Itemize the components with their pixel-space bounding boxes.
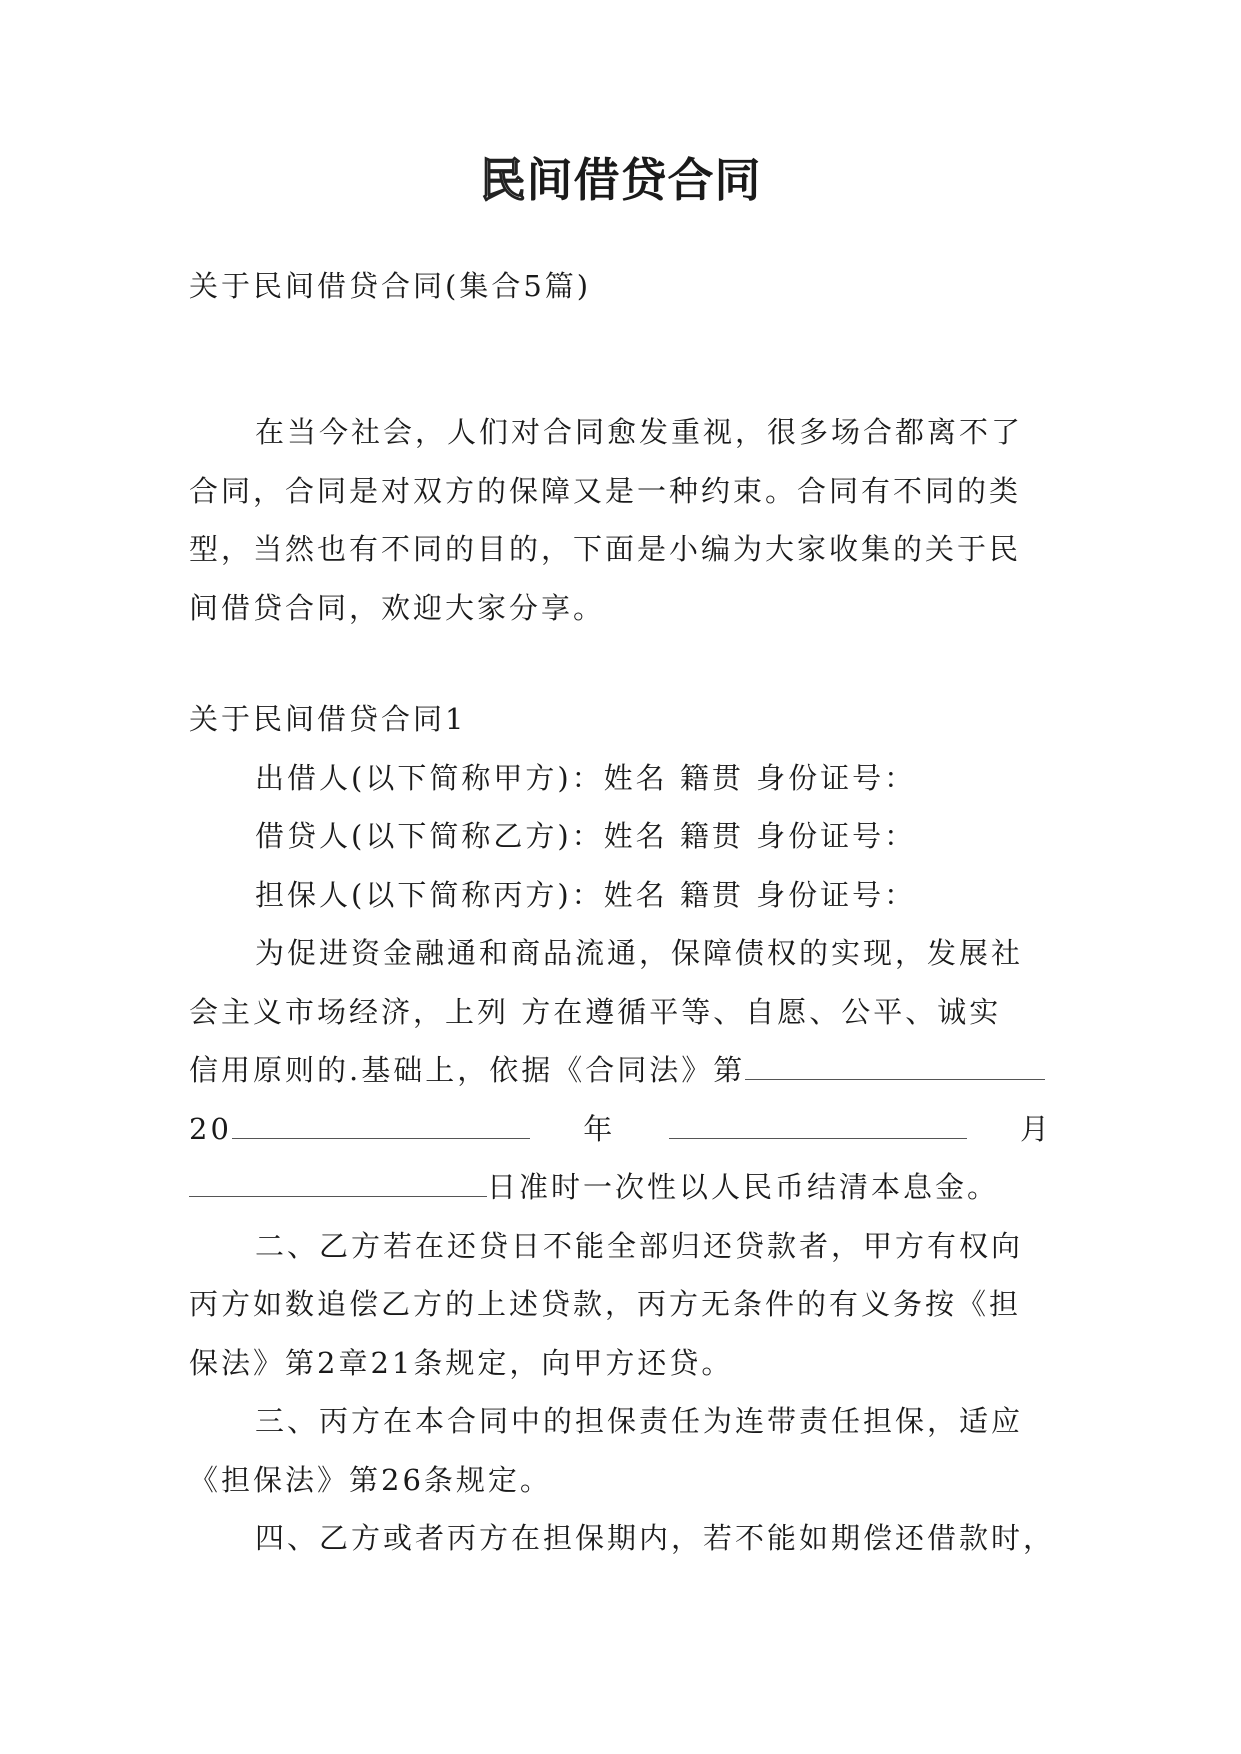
document-title [0, 150, 1241, 210]
intro-line: 在当今社会，人们对合同愈发重视，很多场合都离不了 [255, 415, 1024, 449]
blank-line [669, 1108, 967, 1139]
section-heading: 关于民间借贷合同1 [189, 702, 467, 736]
intro-line: 合同，合同是对双方的保障又是一种约束。合同有不同的类 [189, 473, 1022, 508]
clause-4-line: 四、乙方或者丙方在担保期内，若不能如期偿还借款时， [255, 1521, 1056, 1555]
party-guarantor: 担保人(以下简称丙方)：姓名 籍贯 身份证号： [255, 877, 917, 912]
purpose-line-with-blank [189, 1041, 1052, 1100]
clause-2-line: 二、乙方若在还贷日不能全部归还贷款者，甲方有权向 [255, 1228, 1024, 1263]
party-lender: 出借人(以下简称甲方)：姓名 籍贯 身份证号： [255, 760, 917, 795]
intro-paragraph [189, 403, 1052, 637]
date-line [189, 1100, 1052, 1159]
title-first-char: 民 [479, 153, 527, 207]
clause-2-line: 丙方如数追偿乙方的上述贷款，丙方无条件的有义务按《担 [189, 1287, 1022, 1321]
purpose-line: 为促进资金融通和商品流通，保障债权的实现，发展社 [255, 936, 1024, 970]
purpose-line: 会主义市场经济，上列 方在遵循平等、自愿、公平、诚实 [189, 994, 1002, 1029]
subtitle: 关于民间借贷合同(集合5篇) [189, 269, 592, 303]
date-year-group [189, 1100, 530, 1159]
clause-3-line: 《担保法》第26条规定。 [189, 1462, 552, 1497]
blank-line [232, 1108, 530, 1139]
section-1 [189, 690, 1056, 1568]
date-year-label: 年 [583, 1111, 616, 1146]
purpose-text: 信用原则的.基础上，依据《合同法》第 [189, 1053, 746, 1087]
blank-line [189, 1166, 487, 1197]
date-tail-line [189, 1158, 1052, 1217]
title-rest: 间借贷合同 [526, 153, 762, 207]
blank-line [745, 1049, 1045, 1080]
clause-3-line: 三、丙方在本合同中的担保责任为连带责任担保，适应 [255, 1404, 1024, 1438]
intro-line: 型，当然也有不同的目的，下面是小编为大家收集的关于民 [189, 532, 1022, 566]
date-month-label: 月 [1019, 1111, 1052, 1146]
clause-2-line: 保法》第2章21条规定，向甲方还贷。 [189, 1345, 734, 1380]
date-tail: 日准时一次性以人民币结清本息金。 [487, 1170, 1000, 1204]
subtitle-block [189, 257, 1052, 316]
party-borrower: 借贷人(以下简称乙方)：姓名 籍贯 身份证号： [255, 819, 917, 853]
date-prefix: 20 [189, 1111, 232, 1146]
intro-line: 间借贷合同，欢迎大家分享。 [189, 590, 606, 625]
